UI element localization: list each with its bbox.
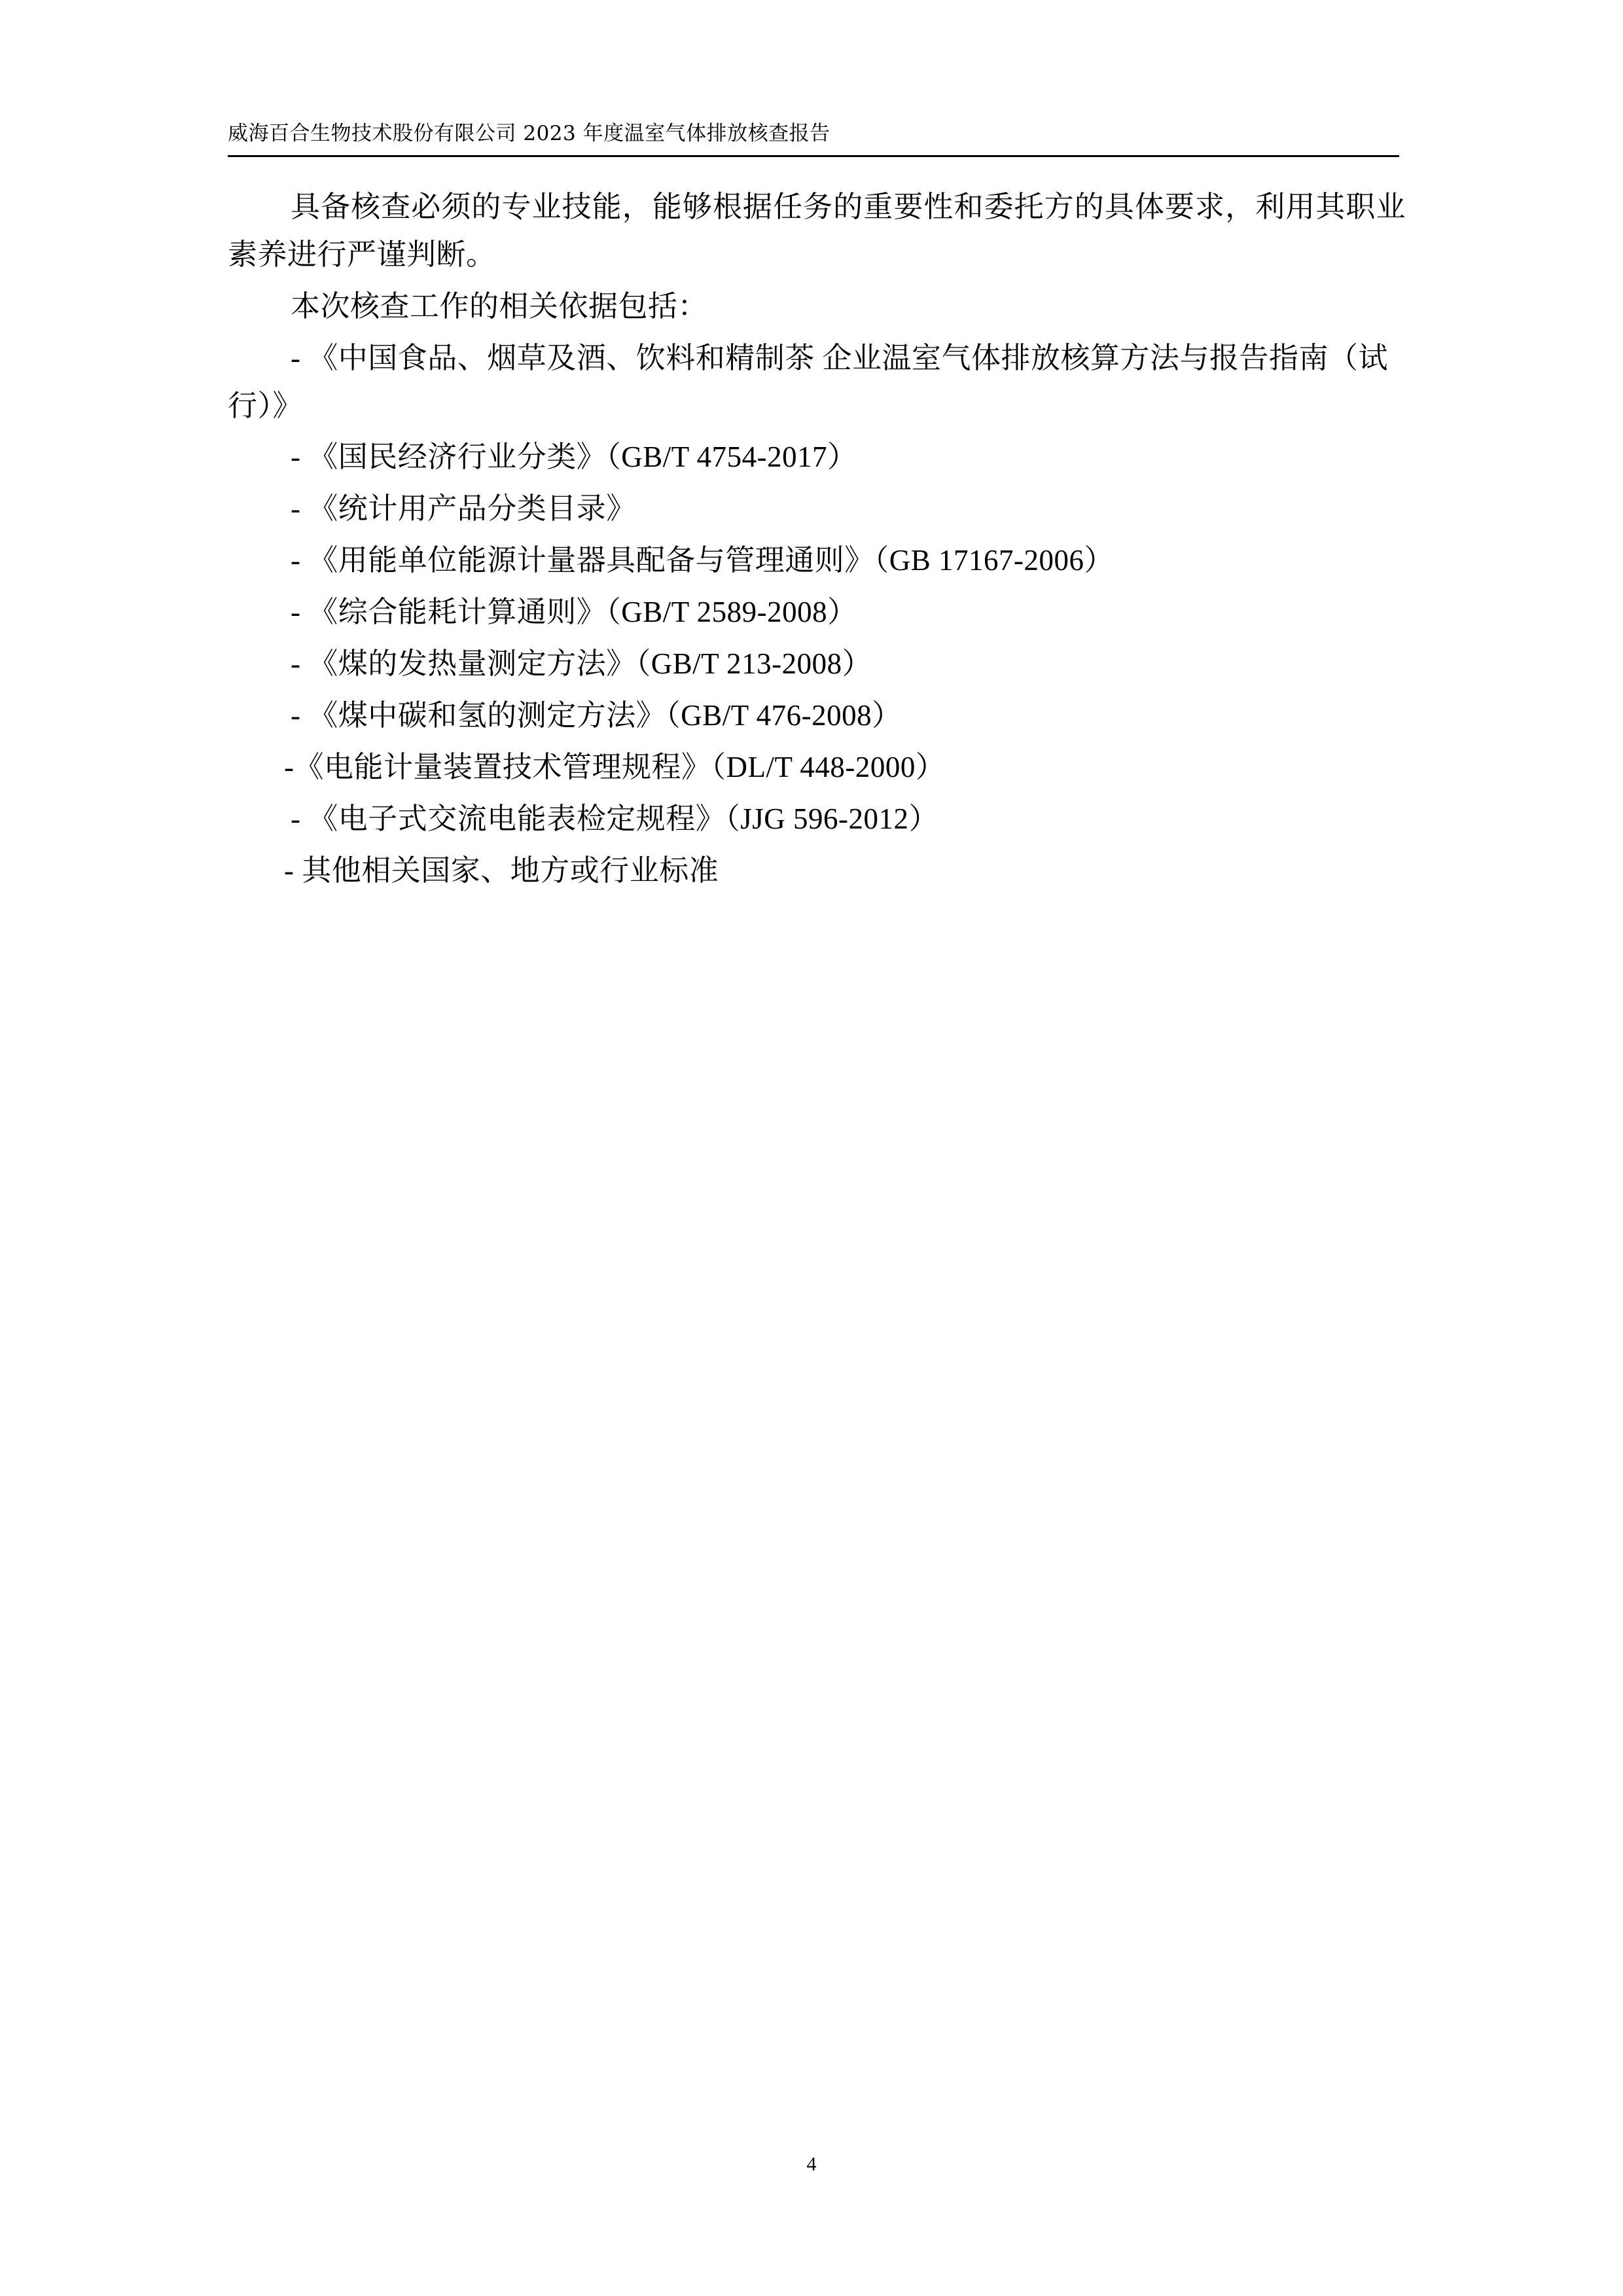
page-content: [228, 183, 1406, 898]
list-item: - 《综合能耗计算通则》（GB/T 2589-2008）: [291, 596, 857, 629]
header-title: 威海百合生物技术股份有限公司 2023 年度温室气体排放核查报告: [228, 122, 830, 145]
list-item: - 《电子式交流电能表检定规程》（JJG 596-2012）: [291, 802, 938, 835]
page-header: [228, 117, 1399, 157]
list-item: -《电能计量装置技术管理规程》（DL/T 448-2000）: [284, 750, 946, 783]
paragraph-basis-intro: 本次核查工作的相关依据包括：: [291, 289, 708, 323]
list-item: - 《统计用产品分类目录》: [291, 492, 636, 526]
list-item: - 《中国食品、烟草及酒、饮料和精制茶 企业温室气体排放核算方法与报告指南（试行）》: [228, 341, 1388, 422]
list-item: - 《用能单位能源计量器具配备与管理通则》（GB 17167-2006）: [291, 544, 1114, 577]
page-number: 4: [806, 2153, 817, 2175]
list-item: - 其他相关国家、地方或行业标准: [284, 853, 719, 887]
list-item: - 《国民经济行业分类》（GB/T 4754-2017）: [291, 440, 857, 474]
list-item: - 《煤中碳和氢的测定方法》（GB/T 476-2008）: [291, 698, 902, 732]
list-item: - 《煤的发热量测定方法》（GB/T 213-2008）: [291, 647, 872, 681]
page-footer: [0, 2153, 1623, 2176]
paragraph-continuation: 具备核查必须的专业技能，能够根据任务的重要性和委托方的具体要求，利用其职业素养进行严谨判断。: [228, 190, 1406, 271]
